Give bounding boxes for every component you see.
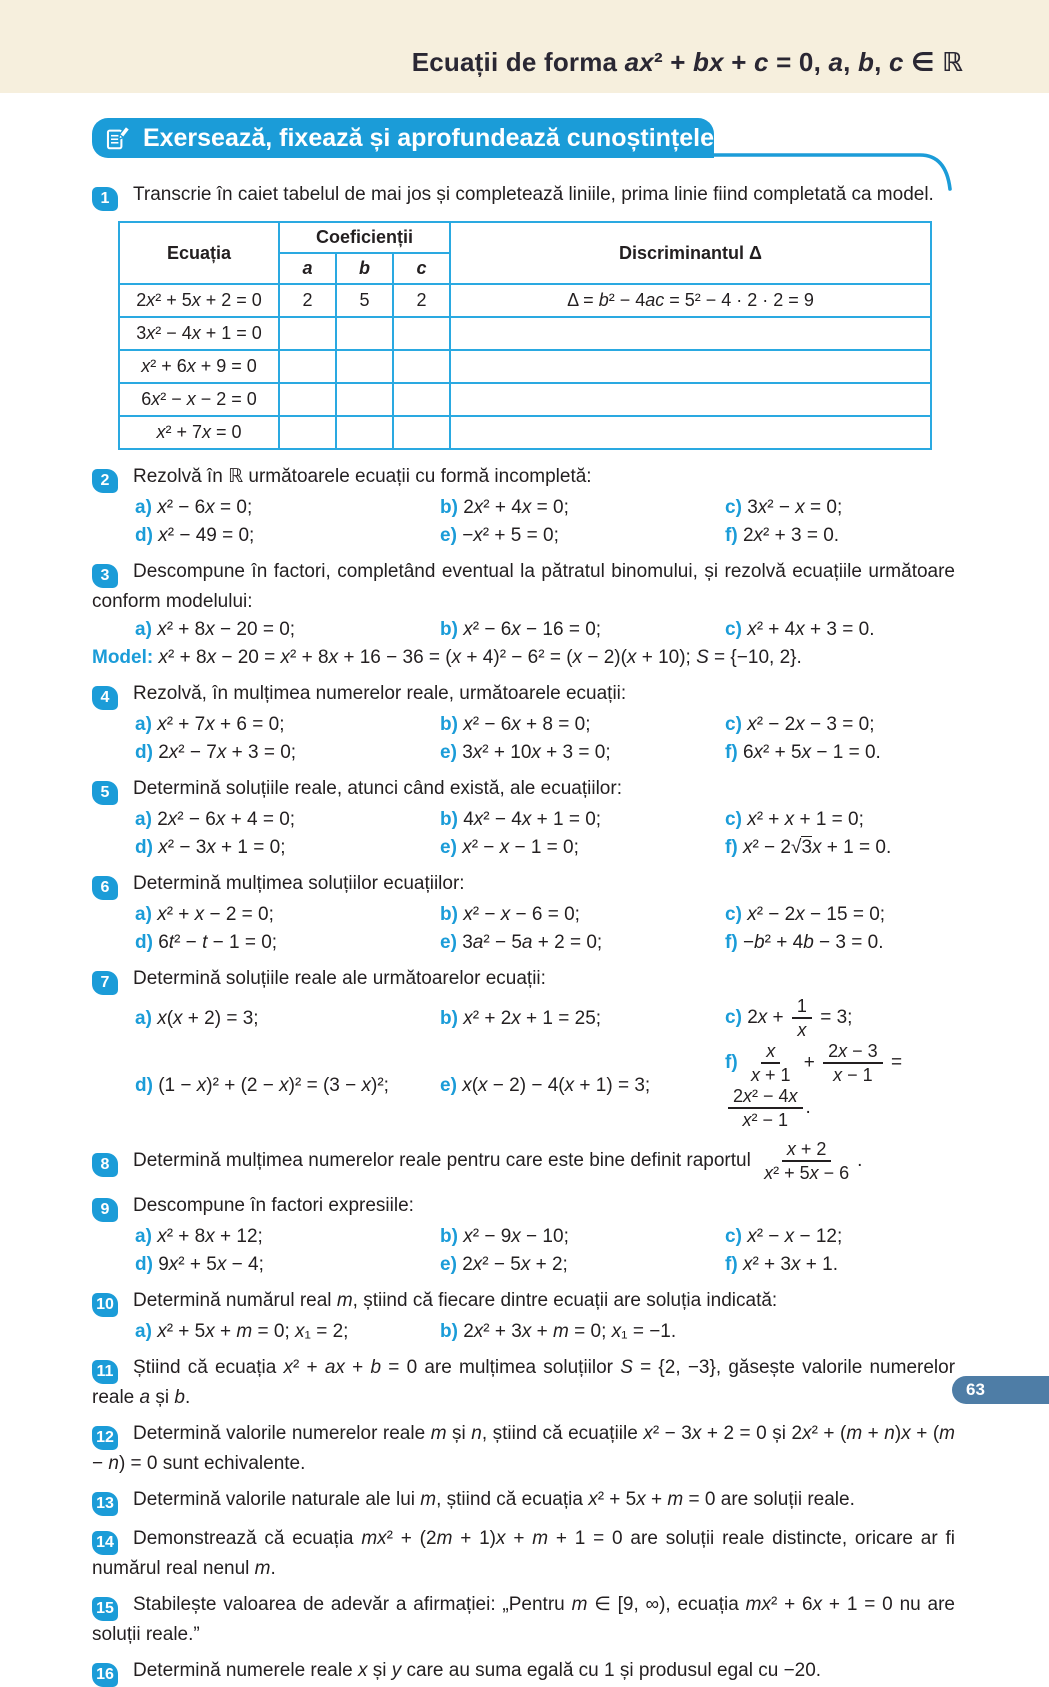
page-content: [0, 118, 1049, 1687]
exercise-item: [440, 929, 725, 956]
math-expression: 2x² + 4x = 0;: [463, 497, 569, 518]
fraction: $\frac{1}{x}$: [792, 996, 812, 1040]
cell-discriminant: Δ = b² − 4ac = 5² − 4 · 2 · 2 = 9: [450, 284, 931, 317]
math-expression: x² − 3x + 2 = 0: [643, 1423, 767, 1445]
exercise-item: [725, 739, 955, 766]
cell-equation: x² + 6x + 9 = 0: [119, 350, 279, 383]
item-label: f): [725, 742, 738, 763]
item-equation: [747, 497, 842, 518]
cell-a: [279, 317, 336, 350]
exercise-1: [92, 181, 955, 450]
math-expression: x² + 5x + m = 0: [588, 1489, 716, 1511]
exercise-item: [440, 1072, 725, 1099]
exercise-text: Determină soluțiile reale, atunci când există, ale ecuațiilor:: [133, 778, 622, 799]
exercise-item: [135, 834, 440, 861]
math-expression: m: [430, 1423, 447, 1445]
item-label: b): [440, 1226, 458, 1248]
item-label: d): [135, 742, 153, 763]
exercise-item: [440, 1318, 725, 1345]
page-number-badge: [952, 1376, 1049, 1404]
table-row: [119, 317, 931, 350]
exercise-number-badge: 4: [92, 686, 118, 710]
exercise-13: [92, 1486, 955, 1516]
exercise-text: Rezolvă, în mulțimea numerelor reale, următoarele ecuații:: [133, 683, 627, 704]
exercise-item: [725, 929, 955, 956]
item-label: f): [725, 525, 738, 546]
math-expression: 6t² − t − 1 = 0;: [158, 932, 278, 953]
item-label: b): [440, 809, 458, 830]
cell-discriminant: [450, 317, 931, 350]
model-label: Model:: [92, 647, 154, 668]
exercise-item: [135, 494, 440, 521]
exercise-number-badge: 15: [92, 1597, 118, 1621]
item-equation: [463, 1008, 601, 1029]
item-equation: [462, 932, 602, 953]
table-row: [119, 383, 931, 416]
item-equation: [157, 1008, 258, 1029]
item-equation: [747, 996, 853, 1041]
item-label: a): [135, 619, 152, 640]
math-expression: m: [336, 1290, 353, 1312]
math-expression: 6x² + 5x − 1 = 0.: [742, 742, 881, 763]
math-expression: −x² + 5 = 0;: [462, 525, 559, 546]
item-label: d): [135, 837, 153, 858]
math-expression: 2x² − 7x + 3 = 0;: [158, 742, 297, 763]
fraction: $\frac{x + 2}{\text{x² + 5x − 6}}$: [764, 1138, 850, 1184]
cell-b: [336, 317, 393, 350]
item-equation: [462, 1254, 568, 1275]
exercise-text: Determină valorile numerelor reale m și n, știind că ecuațiile x² − 3x + 2 = 0 și 2x² + (m + n)x + (m − n) = 0 sunt echivalente.: [92, 1423, 955, 1475]
math-expression: 2x² + (m + n)x + (m − n) = 0: [92, 1423, 955, 1475]
item-equation: [463, 1321, 676, 1342]
item-label: a): [135, 714, 152, 735]
exercise-items: [135, 1318, 955, 1345]
math-expression: x² + 8x − 20 = 0;: [157, 619, 296, 640]
item-label: e): [440, 1254, 457, 1276]
item-equation: [463, 619, 601, 640]
exercise-item: [440, 711, 725, 738]
model-line: [92, 644, 955, 671]
item-equation: [747, 809, 864, 830]
fraction: $\frac{x}{x + 1}$: [750, 1041, 791, 1086]
math-expression: 3x² + 10x + 3 = 0;: [462, 742, 611, 763]
exercise-items: [135, 494, 955, 549]
cell-equation: 2x² + 5x + 2 = 0: [119, 284, 279, 317]
exercise-text: Determină valorile naturale ale lui m, știind că ecuația x² + 5x + m = 0 are soluții reale.: [133, 1489, 855, 1511]
item-equation: [743, 836, 891, 858]
exercise-number-badge: 3: [92, 564, 118, 588]
item-label: c): [725, 497, 742, 518]
cell-b: [336, 416, 393, 449]
exercise-item: [135, 901, 440, 928]
math-expression: −b² + 4b − 3 = 0.: [742, 932, 884, 953]
math-expression: 3a² − 5a + 2 = 0;: [462, 932, 603, 953]
item-label: f): [725, 1052, 738, 1074]
math-expression: m: [254, 1558, 271, 1580]
cell-a: [279, 416, 336, 449]
exercise-item: [725, 806, 955, 833]
page-title: Ecuații de forma ax² + bx + c = 0, a, b, c ∈ ℝ: [411, 47, 963, 77]
exercise-text: Determină soluțiile reale ale următoarelor ecuații:: [133, 968, 546, 989]
math-expression: 9x² + 5x − 4;: [158, 1254, 264, 1276]
math-expression: mx² + (2m + 1)x + m + 1 = 0: [361, 1528, 623, 1550]
math-expression: x(x − 2) − 4(x + 1) = 3;: [462, 1075, 651, 1097]
item-equation: [157, 809, 295, 830]
cell-discriminant: [450, 383, 931, 416]
exercise-item: [135, 929, 440, 956]
exercise-items: [135, 711, 955, 766]
exercise-text: Stabilește valoarea de adevăr a afirmației: „Pentru m ∈ [9, ∞), ecuația mx² + 6x + 1 = 0 nu are soluții reale.”: [92, 1594, 955, 1646]
exercise-2: [92, 463, 955, 549]
item-equation: [463, 809, 601, 830]
exercise-item: [135, 806, 440, 833]
exercise-number-badge: 5: [92, 781, 118, 805]
item-equation: [157, 497, 252, 518]
cell-equation: x² + 7x = 0: [119, 416, 279, 449]
exercise-text: Descompune în factori expresiile:: [133, 1195, 414, 1217]
math-expression: (1 − x)² + (2 − x)² = (3 − x)²;: [158, 1075, 389, 1097]
item-equation: [157, 1226, 263, 1247]
item-label: e): [440, 1075, 457, 1097]
item-equation: [158, 1254, 264, 1275]
item-equation: [158, 837, 285, 858]
item-equation: [743, 525, 839, 546]
item-label: a): [135, 904, 152, 925]
exercise-item: [440, 739, 725, 766]
exercise-number-badge: 12: [92, 1426, 118, 1450]
exercise-number-badge: 9: [92, 1198, 118, 1222]
cell-a: [279, 383, 336, 416]
exercise-item: [440, 1005, 725, 1032]
item-equation: [158, 1075, 389, 1096]
cell-discriminant: [450, 350, 931, 383]
page-number: 63: [966, 1380, 985, 1399]
cell-c: 2: [393, 284, 450, 317]
exercise-item: [440, 901, 725, 928]
math-expression: 2x +: [747, 1007, 789, 1029]
cell-c: [393, 317, 450, 350]
math-expression: S = {2, −3}: [620, 1357, 716, 1379]
item-label: a): [135, 1321, 152, 1343]
exercise-text: Determină numerele reale x și y care au suma egală cu 1 și produsul egal cu −20.: [133, 1660, 822, 1682]
exercise-7: [92, 965, 955, 1130]
exercise-items: [135, 806, 955, 861]
item-equation: [157, 904, 274, 925]
item-equation: [747, 1226, 842, 1247]
exercise-text: Rezolvă în ℝ următoarele ecuații cu formă incompletă:: [133, 466, 592, 487]
cell-c: [393, 383, 450, 416]
item-equation: [462, 742, 610, 763]
item-label: d): [135, 1254, 153, 1276]
math-expression: 2x² − 5x + 2;: [462, 1254, 568, 1276]
exercise-item: [725, 1041, 955, 1130]
math-expression: m: [571, 1594, 588, 1616]
exercise-item: [440, 616, 725, 643]
exercise-items: [135, 901, 955, 956]
exercise-6: [92, 870, 955, 956]
math-expression: x² + x − 2 = 0;: [157, 904, 274, 925]
section-banner-body: [92, 118, 714, 158]
item-label: d): [135, 525, 153, 546]
exercise-item: [135, 616, 440, 643]
exercise-number-badge: 7: [92, 971, 118, 995]
exercise-8: [92, 1139, 955, 1183]
exercise-item: [725, 834, 955, 861]
math-expression: x² − 2x − 3 = 0;: [747, 714, 875, 735]
exercise-14: [92, 1525, 955, 1582]
item-equation: [463, 497, 569, 518]
item-label: b): [440, 714, 458, 735]
item-label: a): [135, 1226, 152, 1248]
item-equation: [158, 525, 254, 546]
exercise-item: [135, 1005, 440, 1032]
exercise-text: Determină mulțimea soluțiilor ecuațiilor:: [133, 873, 465, 894]
cell-b: 5: [336, 284, 393, 317]
exercise-item: [135, 711, 440, 738]
exercise-15: [92, 1591, 955, 1648]
item-label: a): [135, 497, 152, 518]
col-header-discriminant: Discriminantul Δ: [450, 222, 931, 284]
math-expression: x² + 2x + 1 = 25;: [463, 1007, 602, 1029]
item-equation: [462, 1075, 650, 1096]
exercise-text: Determină numărul real m, știind că fiecare dintre ecuații are soluția indicată:: [133, 1290, 778, 1312]
pencil-paper-icon: [105, 124, 131, 153]
fraction: $\frac{2x - 3}{x - 1}$: [823, 1041, 883, 1085]
exercise-item: [440, 494, 725, 521]
exercise-item: [135, 522, 440, 549]
item-label: c): [725, 904, 742, 925]
cell-discriminant: [450, 416, 931, 449]
exercise-number-badge: 8: [92, 1153, 118, 1177]
math-expression: ax² + bx + c = 0, a, b, c: [624, 47, 904, 77]
cell-equation: 3x² − 4x + 1 = 0: [119, 317, 279, 350]
exercise-4: [92, 680, 955, 766]
math-expression: x² + 7x + 6 = 0;: [157, 714, 285, 735]
cell-c: [393, 350, 450, 383]
exercise-text: Știind că ecuația x² + ax + b = 0 are mulțimea soluțiilor S = {2, −3}, găsește valorile numerelor reale a și b.: [92, 1357, 956, 1409]
exercise-item: [725, 522, 955, 549]
item-label: b): [440, 497, 458, 518]
math-expression: n: [471, 1423, 482, 1445]
math-expression: x² + 8x + 12;: [157, 1226, 263, 1248]
exercise-item: [440, 522, 725, 549]
exercise-11: [92, 1354, 955, 1411]
item-equation: [158, 742, 296, 763]
item-label: f): [725, 837, 738, 858]
exercise-item: [725, 494, 955, 521]
item-equation: [463, 1226, 569, 1247]
exercise-number-badge: 6: [92, 876, 118, 900]
exercise-number-badge: 11: [92, 1360, 118, 1384]
exercise-item: [725, 616, 955, 643]
item-label: b): [440, 1321, 458, 1343]
exercise-number-badge: 10: [92, 1293, 118, 1317]
exercise-item: [440, 834, 725, 861]
item-label: b): [440, 904, 458, 925]
exercise-items: [135, 1223, 955, 1278]
exercise-text: Determină mulțimea numerelor reale pentru care este bine definit raportul $\frac{x + 2}{\text{x² + 5x − 6}}$ .: [133, 1138, 863, 1184]
item-label: c): [725, 1226, 742, 1248]
exercise-text: Transcrie în caiet tabelul de mai jos și completează liniile, prima linie fiind completată ca model.: [133, 184, 934, 205]
exercise-number-badge: 16: [92, 1663, 118, 1687]
table-row: [119, 350, 931, 383]
math-expression: x² + 8x − 20 = x² + 8x + 16 − 36 = (x + 4)² − 6² = (x − 2)(x + 10); S = {−10, 2}.: [158, 647, 802, 668]
exercise-item: [440, 806, 725, 833]
math-expression: x² + 3x + 1.: [742, 1254, 838, 1276]
item-label: a): [135, 809, 152, 830]
item-equation: [747, 619, 874, 640]
math-expression: x² − 2x − 15 = 0;: [747, 904, 886, 925]
math-expression: +: [798, 1052, 821, 1074]
exercise-item: [135, 739, 440, 766]
item-label: c): [725, 619, 742, 640]
item-label: e): [440, 742, 457, 763]
exercise-items: [135, 616, 955, 643]
math-expression: b: [174, 1387, 185, 1409]
math-expression: x² + x + 1 = 0;: [747, 809, 864, 830]
coefficients-table: [118, 221, 932, 450]
table-row: [119, 416, 931, 449]
item-label: c): [725, 809, 742, 830]
fraction: $\frac{\text{2x² − 4x}}{\text{x² − 1}}$: [728, 1086, 803, 1130]
exercise-item: [725, 996, 955, 1040]
math-expression: x² − 6x = 0;: [157, 497, 253, 518]
math-expression: mx² + 6x + 1 = 0: [745, 1594, 893, 1616]
col-header-b: b: [336, 253, 393, 284]
item-equation: [462, 525, 559, 546]
section-banner: [92, 118, 955, 158]
math-expression: x(x + 2) = 3;: [157, 1007, 259, 1029]
math-expression: x² − x − 6 = 0;: [463, 904, 580, 925]
math-expression: x² − 3x + 1 = 0;: [158, 837, 286, 858]
math-expression: x² − 2: [742, 837, 791, 858]
banner-label: Exersează, fixează și aprofundează cunoștințele: [142, 123, 714, 152]
item-equation: $\frac{x}{x + 1}$ + $\frac{2x - 3}{x - 1}$ = $\frac{\text{2x² − 4x}}{\text{x² − 1}}$ .: [725, 1052, 902, 1117]
exercise-item: [725, 1223, 955, 1250]
exercise-text: Descompune în factori, completând eventual la pătratul binomului, și rezolvă ecuațiile următoare conform modelului:: [92, 561, 955, 612]
item-label: f): [725, 1254, 738, 1276]
math-expression: x² − x − 12;: [747, 1226, 843, 1248]
item-equation: [743, 742, 881, 763]
exercise-item: [135, 1318, 440, 1345]
item-equation: [743, 1254, 838, 1275]
exercise-item: [135, 1072, 440, 1099]
exercise-item: [725, 711, 955, 738]
math-expression: 2x² + 3 = 0.: [742, 525, 840, 546]
item-label: f): [725, 932, 738, 953]
exercise-number-badge: 13: [92, 1492, 118, 1516]
exercise-10: [92, 1287, 955, 1345]
exercise-number-badge: 2: [92, 469, 118, 493]
item-label: e): [440, 932, 457, 953]
banner-tail-decoration: [712, 153, 962, 195]
item-label: b): [440, 1007, 458, 1029]
item-label: d): [135, 1075, 153, 1097]
math-expression: x² − 49 = 0;: [158, 525, 255, 546]
cell-a: 2: [279, 284, 336, 317]
col-header-equation: Ecuația: [119, 222, 279, 284]
item-label: e): [440, 837, 457, 858]
exercise-3: [92, 558, 955, 671]
cell-equation: 6x² − x − 2 = 0: [119, 383, 279, 416]
math-expression: x + 1 = 0.: [812, 837, 892, 858]
math-expression: x² + 4x + 3 = 0.: [747, 619, 875, 640]
item-equation: [157, 619, 295, 640]
math-expression: x² − 9x − 10;: [463, 1226, 569, 1248]
table-row: [119, 284, 931, 317]
item-equation: [747, 714, 874, 735]
math-expression: 2x² − 6x + 4 = 0;: [157, 809, 296, 830]
exercise-text: Demonstrează că ecuația mx² + (2m + 1)x + m + 1 = 0 are soluții reale distincte, oricare ar fi numărul real nenul m.: [92, 1528, 956, 1580]
exercise-12: [92, 1420, 955, 1477]
math-expression: a: [139, 1387, 151, 1409]
math-expression: m: [420, 1489, 437, 1511]
exercise-list: [92, 181, 955, 1687]
col-header-c: c: [393, 253, 450, 284]
item-label: c): [725, 1007, 742, 1029]
square-root: √3: [791, 837, 813, 858]
exercise-number-badge: 14: [92, 1531, 118, 1555]
exercise-item: [135, 1251, 440, 1278]
exercise-item: [440, 1251, 725, 1278]
cell-c: [393, 416, 450, 449]
math-expression: x² − 6x + 8 = 0;: [463, 714, 591, 735]
exercise-16: [92, 1657, 955, 1687]
item-equation: [157, 1321, 348, 1342]
item-label: d): [135, 932, 153, 953]
math-expression: x: [357, 1660, 368, 1682]
item-equation: [158, 932, 277, 953]
math-expression: x² + 5x + m = 0; x₁ = 2;: [157, 1321, 349, 1343]
math-expression: x² − 6x − 16 = 0;: [463, 619, 602, 640]
exercise-item: [135, 1223, 440, 1250]
col-header-a: a: [279, 253, 336, 284]
item-equation: [462, 837, 579, 858]
model-equation: [159, 647, 802, 668]
exercise-5: [92, 775, 955, 861]
item-equation: [157, 714, 284, 735]
exercise-item: [725, 1251, 955, 1278]
item-equation: [743, 932, 884, 953]
item-label: e): [440, 525, 457, 546]
cell-a: [279, 350, 336, 383]
exercise-item: [440, 1223, 725, 1250]
item-equation: [747, 904, 885, 925]
exercise-9: [92, 1192, 955, 1278]
item-label: a): [135, 1007, 152, 1029]
math-expression: x² − x − 1 = 0;: [462, 837, 579, 858]
math-expression: = 3;: [814, 1007, 853, 1029]
cell-b: [336, 383, 393, 416]
item-equation: [463, 714, 590, 735]
math-expression: x² + ax + b = 0: [283, 1357, 418, 1379]
math-expression: 2x² + 3x + m = 0; x₁ = −1.: [463, 1321, 677, 1343]
math-expression: 3x² − x = 0;: [747, 497, 843, 518]
exercise-items: [135, 996, 955, 1130]
math-expression: y: [391, 1660, 402, 1682]
header-band: [0, 0, 1049, 93]
math-expression: =: [885, 1052, 903, 1074]
item-label: b): [440, 619, 458, 640]
item-label: c): [725, 714, 742, 735]
exercise-item: [725, 901, 955, 928]
math-expression: 4x² − 4x + 1 = 0;: [463, 809, 602, 830]
col-header-coefficients: Coeficienții: [279, 222, 450, 253]
cell-b: [336, 350, 393, 383]
exercise-number-badge: 1: [92, 187, 118, 211]
item-equation: [463, 904, 580, 925]
